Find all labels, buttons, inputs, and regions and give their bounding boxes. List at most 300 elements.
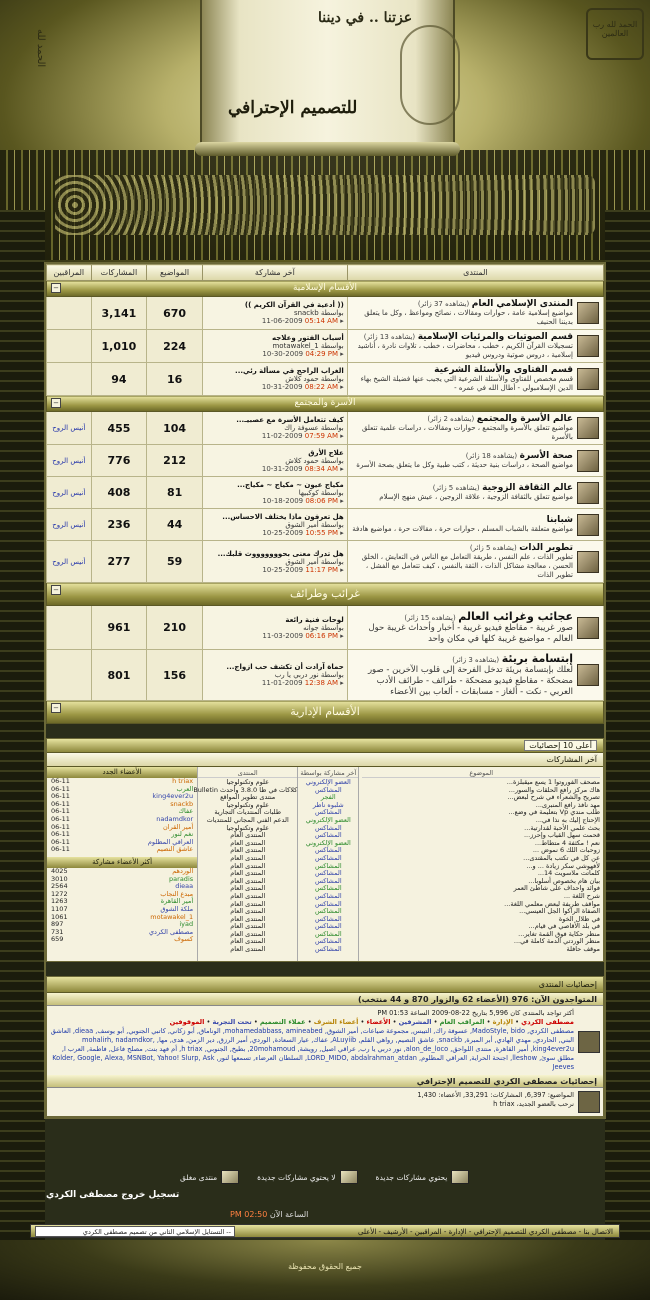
forum-posts-count: 236 <box>91 509 147 541</box>
last-post-cell <box>202 412 347 445</box>
member-name[interactable]: ملكة الشوق <box>160 904 194 913</box>
forum-posts-count: 3,141 <box>91 297 147 330</box>
go-to-post-icon[interactable]: ▸ <box>340 350 344 358</box>
forum-threads-count: 81 <box>147 477 203 509</box>
last-post-date <box>206 317 344 325</box>
latest-topic-link[interactable]: بحث علمي الأحبة لقدارتية... <box>524 823 600 832</box>
latest-topic-link[interactable]: منظر الوردتي الدمة كاملة في... <box>513 937 600 946</box>
forum-threads-count: 210 <box>147 606 203 650</box>
last-post-time: 12:38 AM <box>304 679 339 687</box>
latest-poster-link[interactable]: المشاكس <box>314 861 342 870</box>
forum-status-icon <box>577 450 599 472</box>
member-name[interactable]: كسوف <box>174 935 194 944</box>
last-post-date <box>206 529 344 537</box>
forum-name-link[interactable]: عجائب وغرائب العالم <box>458 610 573 623</box>
go-to-post-icon[interactable]: ▸ <box>340 679 344 687</box>
latest-topic-link[interactable]: زوحبات اللك 6 نموض ... <box>532 846 600 855</box>
latest-forum-link[interactable]: المنتدى العام <box>230 876 266 885</box>
usergroup-item: مصطفى الكردي <box>521 1018 574 1026</box>
last-post-day: 10-31-2009 <box>261 464 303 473</box>
forum-description: تطوير الذات ، علم النفس ، طريقة التعامل مع الناس في التعايش ، الخلق الحسن ، معالجة مشاكل الذات ، الثقة بالنفس ، كيف تتعامل مع الفشل ، تطوير الذات <box>361 553 573 579</box>
member-name[interactable]: نغم لنور <box>171 830 194 839</box>
member-name[interactable]: مبدع النجاب <box>160 889 194 898</box>
last-post-title-link[interactable]: الغراب الراحج في مسألة رئي... <box>235 367 344 375</box>
member-value: 659 <box>51 935 64 944</box>
new-member-row[interactable] <box>47 846 197 854</box>
col-header-posts: المشاركات <box>91 265 147 281</box>
latest-topic-link[interactable]: شرح اللغة ... <box>563 891 600 900</box>
latest-forum-column <box>193 767 298 961</box>
member-name[interactable]: عاشق النصيم <box>156 845 194 854</box>
forum-name-link[interactable]: المنتدى الإسلامي العام <box>471 299 573 309</box>
category-title[interactable]: الأقسام الإدارية <box>290 705 360 718</box>
forum-moderators[interactable]: أنيس الروح <box>47 477 92 509</box>
latest-forum-link[interactable]: علوم وتكنولوجيا <box>226 778 269 786</box>
last-post-title-link[interactable]: مكياج عيون ~ مكياج ~ مكياج... <box>237 480 344 489</box>
last-post-day: 11-02-2009 <box>261 432 303 440</box>
top-stats-dropdown[interactable]: أعلى 10 إحصائيات <box>524 740 597 751</box>
member-value: 4025 <box>51 866 68 875</box>
forum-moderators[interactable] <box>47 363 92 396</box>
spacer <box>46 724 604 738</box>
collapse-icon[interactable]: − <box>51 585 61 595</box>
legend-closed <box>180 1170 239 1184</box>
forum-description: قسم مخصص للفتاوى والأسئلة الشرعية التي يجيب عنها فضيلة الشيخ بهاء الدين الإسلامبولي - أطال الله في عمره - <box>360 375 573 392</box>
latest-topic-link[interactable]: في ظلال الخوة <box>558 914 600 923</box>
forum-container <box>44 262 606 1119</box>
latest-topic-link[interactable]: فوائد واحداف على شاطئ العمر <box>513 884 600 893</box>
forum-name-link[interactable]: عالم الأسرة والمجتمع <box>476 414 573 424</box>
latest-poster-link[interactable]: المشاكس <box>314 899 342 908</box>
latest-poster-link[interactable]: المشاكس <box>314 922 342 931</box>
forum-info <box>347 541 603 583</box>
latest-poster-link[interactable]: المشاكس <box>314 937 342 946</box>
forum-moderators[interactable]: أنيس الروح <box>47 445 92 477</box>
latest-poster-link[interactable]: المشاكس <box>314 869 342 878</box>
latest-topic-link[interactable]: هاك مركز رافع الحلقات والسور... <box>508 785 600 794</box>
latest-posts-grid <box>47 767 603 961</box>
forum-viewing-count: (يشاهده 5 زائر) <box>432 484 480 492</box>
member-value: 3010 <box>51 874 68 883</box>
forum-name-link[interactable]: قسم الفتاوى والأسئلة الشرعية <box>434 365 573 375</box>
latest-forum-link[interactable]: المنتدى العام <box>230 853 266 862</box>
forum-status-icon <box>577 482 599 504</box>
last-post-title-link[interactable]: أسباب الفتور وعلاجه <box>272 334 344 342</box>
forum-row <box>47 477 604 509</box>
latest-forum-link[interactable]: علوم وتكنولوجيا <box>226 800 269 809</box>
members-stats-bar: إحصائيات مصطفى الكردي للتصميم الإحترافي <box>47 1075 603 1088</box>
member-value: 06-11 <box>51 784 70 793</box>
category-title[interactable]: الأسرة والمجتمع <box>294 398 356 408</box>
latest-forum-link[interactable]: الدعم الفني المجاني للمنتديات <box>206 815 289 824</box>
last-post-time: 08:22 AM <box>304 383 339 391</box>
latest-poster-link[interactable]: المشاكس <box>314 914 342 923</box>
latest-forum-link[interactable]: المنتدى العام <box>230 937 266 946</box>
logout-link[interactable]: تسجيل خروج مصطفى الكردي <box>46 1190 180 1200</box>
style-chooser-select[interactable]: -- التستايل الإسلامي الثاني من تصميم مصطفى الكردي <box>35 1226 235 1237</box>
member-value: 1263 <box>51 897 68 906</box>
latest-topic-link[interactable]: لأفهوشي سكر زيادة ... و... <box>526 861 600 870</box>
footer-links[interactable]: الاتصال بنا - مصطفى الكردي للتصميم الإحترافي - الإدارة - المراقبين - الأرشيف - الأعلى <box>358 1228 613 1236</box>
member-name[interactable]: العراقي المظلوم <box>147 837 194 846</box>
last-post-cell <box>202 477 347 509</box>
latest-topic-link[interactable]: عن كل في تكتب بالمقتدى... <box>523 853 600 862</box>
last-post-author[interactable]: بواسطة أمير الشوق <box>285 520 344 529</box>
forum-description: مواضيع تتعلق بالثقافة الزوجية ، علاقة الزوجين ، عيش منهج الإسلام <box>379 493 573 501</box>
latest-topic-link[interactable]: في بلد الأقاصي في قيام... <box>528 922 600 931</box>
latest-topic-link[interactable]: كلماتت ملاسويت 14... <box>537 869 600 878</box>
legend-new-posts-label: يحتوي مشاركات جديدة <box>375 1172 448 1182</box>
member-value: 1107 <box>51 904 68 913</box>
member-value: 2564 <box>51 882 68 891</box>
member-name[interactable]: snackb <box>170 799 194 808</box>
latest-poster-link[interactable]: المشاكس <box>314 884 342 893</box>
latest-topics-column <box>358 767 603 961</box>
member-name[interactable]: nadamdkor <box>156 814 194 823</box>
usergroup-item: الأعضاء <box>366 1018 391 1026</box>
new-posts-icon <box>451 1170 469 1184</box>
forum-name-link[interactable]: إبتسامة بريئة <box>501 652 573 665</box>
forum-row <box>47 606 604 650</box>
forum-description: مواضيع إسلامية عامة ، حوارات ومقالات ، نصائح ومواعظ ، وكل ما يتعلق بديننا الحنيف <box>364 309 573 326</box>
last-post-author[interactable]: بواسطة جوانه <box>303 623 344 632</box>
calligraphy-left: الحمد لله <box>35 28 46 67</box>
latest-topic-link[interactable]: الإحتاج إليك به نذا في... <box>535 815 600 824</box>
footer-links-bar <box>30 1224 620 1238</box>
category-title[interactable]: غرائب وطرائف <box>290 587 360 600</box>
forum-info <box>347 477 603 509</box>
latest-forum-link[interactable]: المنتدى العام <box>230 929 266 938</box>
forum-posts-count: 776 <box>91 445 147 477</box>
forum-name-link[interactable]: صحة الأسرة <box>519 451 573 461</box>
latest-poster-link[interactable]: المشاكس <box>314 823 342 832</box>
forum-threads-count: 156 <box>147 650 203 701</box>
collapse-icon[interactable]: − <box>51 398 61 408</box>
latest-forum-link[interactable]: المنتدى العام <box>230 922 266 931</box>
latest-poster-link[interactable]: شلبوه ناطر <box>312 800 344 809</box>
latest-poster-link[interactable]: العضو الإلكتروني <box>305 838 351 847</box>
last-post-title-link[interactable]: علاج الأرق <box>308 448 344 457</box>
last-post-day: 10-18-2009 <box>262 496 304 505</box>
last-post-day: 11-06-2009 <box>261 317 303 325</box>
col-header-forum: المنتدى <box>347 265 603 281</box>
latest-forum-link[interactable]: المنتدى العام <box>230 861 266 870</box>
forum-status-icon <box>577 617 599 639</box>
top-posters-title: أكثر الأعضاء مشاركة <box>47 857 197 868</box>
latest-topic-link[interactable]: تصريح والشعراء في شرح لبعض... <box>507 793 600 802</box>
forum-posts-count: 408 <box>91 477 147 509</box>
member-value: 06-11 <box>51 822 70 831</box>
go-to-post-icon[interactable]: ▸ <box>340 432 344 440</box>
last-post-day: 10-25-2009 <box>262 528 304 537</box>
last-post-title-link[interactable]: هل تدرك معنى بحوووووووث قلبك... <box>217 549 344 558</box>
forum-threads-count: 59 <box>147 541 203 583</box>
last-post-author[interactable]: بواسطة أمير الشوق <box>285 557 344 566</box>
forum-name-link[interactable]: قسم الصوتيات والمرئيات الإسلامية <box>417 332 573 342</box>
header-slogan: عزتنا .. في ديننا <box>318 10 413 26</box>
forum-threads-count: 224 <box>147 330 203 363</box>
forum-threads-count: 44 <box>147 509 203 541</box>
stats-icon <box>578 1091 600 1113</box>
latest-poster-link[interactable]: المشاكس <box>314 785 342 794</box>
last-post-author[interactable]: بواسطة snackb <box>293 309 344 317</box>
forum-status-icon <box>577 302 599 324</box>
forum-info <box>347 330 603 363</box>
category-header[interactable] <box>47 701 604 724</box>
members-stats-body <box>47 1088 603 1116</box>
last-post-date <box>206 566 344 574</box>
latest-topic-link[interactable]: الصفاة الراكوا الجل العيسي... <box>519 907 600 916</box>
forum-moderators[interactable]: أنيس الروح <box>47 509 92 541</box>
latest-topic-header: الموضوع <box>362 769 600 778</box>
last-post-author[interactable]: بواسطة motawakel_1 <box>272 342 344 350</box>
forum-viewing-count: (يشاهده 2 زائر) <box>427 415 475 423</box>
latest-poster-link[interactable]: المشاكس <box>314 846 342 855</box>
forum-threads-count: 212 <box>147 445 203 477</box>
latest-poster-link[interactable]: المشاكس <box>314 808 342 817</box>
usergroup-item: أعضاء الشرف <box>313 1018 359 1026</box>
usergroup-item: عملاء التصميم <box>259 1018 306 1026</box>
forum-description: صور غريبة - مقاطع فيديو غريبة - أخبار وأحداث غريبة حول العالم - مواضيع غريبة كلها في مكان واحد <box>368 623 573 644</box>
forum-status-icon <box>577 551 599 573</box>
go-to-post-icon[interactable]: ▸ <box>340 565 344 574</box>
forum-description: مواضيع تتعلق بالأسرة والمجتمع ، حوارات ومقالات ، دراسات علمية تتعلق بالأسرة <box>361 424 573 441</box>
site-logo[interactable] <box>400 25 460 125</box>
last-post-cell <box>202 606 347 650</box>
latest-topic-link[interactable]: مصحف الفوروتوا 1 يسع ميقبلزة... <box>506 778 600 786</box>
forum-posts-count: 1,010 <box>91 330 147 363</box>
category-header[interactable] <box>47 281 604 297</box>
latest-forum-link[interactable]: المنتدى العام <box>230 914 266 923</box>
member-name[interactable]: iyad <box>179 920 194 929</box>
top-poster-row[interactable] <box>47 914 197 922</box>
category-title[interactable]: الأقسام الإسلامية <box>292 283 358 293</box>
category-header[interactable] <box>47 396 604 412</box>
go-to-post-icon[interactable]: ▸ <box>340 464 344 473</box>
go-to-post-icon[interactable]: ▸ <box>340 528 344 537</box>
last-post-author[interactable]: بواسطة عسوفة راك <box>284 424 344 432</box>
last-post-author[interactable]: بواسطة حمود كلاش <box>285 375 344 383</box>
forum-viewing-count: (يشاهده 3 زائر) <box>452 656 500 664</box>
last-post-time: 06:16 PM <box>305 631 339 640</box>
last-post-title-link[interactable]: لوحات فنية رائعة <box>285 615 344 624</box>
forum-info <box>347 509 603 541</box>
forum-list-table <box>46 264 604 724</box>
member-value: 1272 <box>51 889 68 898</box>
last-post-date <box>206 497 344 505</box>
member-name[interactable]: h triax <box>172 777 194 785</box>
latest-topic-link[interactable]: مواقف طريفة لبعض معلمي اللغة... <box>504 899 600 908</box>
last-post-author[interactable]: بواسطة نور دربي يا رب <box>274 671 344 679</box>
last-post-title-link[interactable]: (( أدعية في القرآن الكريم )) <box>244 301 344 309</box>
forum-row <box>47 509 604 541</box>
online-names-list[interactable]: مصطفى الكردي, MadoStyle, bido, عسوفة راك, التيبس, مجموعة صياعات, أمير الشوق, mohamedabbass, amineabed, الوناماق, أبو زكاني, كاتبي الجنوبي, أبو يوسف, dieaa, العاشق البني, الحاردي, مهدي الهادي, أبر المبرة, snackb, عاشق النصيم, رواهي القلم, ALuyiib, عفاك, عيار السعادة, الوردي, أمير الرزق, دير الزمن, هدى, مها, mohalirh, nadamdkor, king4ever2u, أمير القاهرة, منتدى اللواحق, alon_de_loco, نور دربي يا رب, عراقي اصيل, رويشة, 20mohamoud, بطيخ, الجنوبي, h triax, أم فهد بنت, مصلح فاعل, فاطمة, العرب ا, مطلق سوئ, lleshow, اجنحة الحراية, العراقي المظلوم, LORD_MIDO, abdalrahman_atdan, السلطان العرضاء, تسمعها لنور, Kolder, Google, Alexa, MSNBot, Yahoo! Slurp, Ask Jeeves <box>50 1027 574 1071</box>
last-post-time: 07:59 AM <box>304 432 339 440</box>
spacer <box>46 962 604 976</box>
forum-moderators[interactable] <box>47 650 92 701</box>
latest-posts-box <box>46 738 604 962</box>
forum-viewing-count: (يشاهده 5 زائر) <box>469 544 517 552</box>
forum-description: مواضيع متعلقة بالشباب المسلم ، حوارات حرة ، مقالات حرة ، مواضيع هادفة <box>352 525 573 533</box>
forum-moderators[interactable] <box>47 330 92 363</box>
go-to-post-icon[interactable]: ▸ <box>340 317 344 325</box>
member-name[interactable]: عفاك <box>178 807 194 816</box>
usergroup-item: تحت التجربة <box>212 1018 252 1026</box>
welcome-new-member[interactable]: نرحب بالعضو الجديد، h triax <box>493 1100 574 1108</box>
latest-topic-link[interactable]: طلب مندي Vp بتعليمة في وضع... <box>508 808 600 817</box>
latest-topic-link[interactable]: موقف حافلة <box>566 945 600 954</box>
latest-forum-link[interactable]: المنتدى العام <box>230 891 266 900</box>
last-post-date <box>206 432 344 440</box>
last-post-title-link[interactable]: حماة آرادت أن تكشف حب ازواج... <box>226 663 344 671</box>
latest-forum-link[interactable]: منتدى تطوير المواقع <box>220 793 276 802</box>
forum-info <box>347 412 603 445</box>
member-value: 06-11 <box>51 837 70 846</box>
member-name[interactable]: الوردهم <box>172 866 194 875</box>
latest-forum-link[interactable]: كلاكات في ظا 3.8.0 وأحدث Bulletin <box>193 785 298 794</box>
latest-topic-link[interactable]: منظر حكاية فوق القمة تغاير... <box>518 929 600 938</box>
legend-no-new-posts-label: لا يحتوي مشاركات جديدة <box>257 1172 336 1182</box>
forum-name-link[interactable]: شبابنا <box>546 515 573 525</box>
forum-row <box>47 650 604 701</box>
latest-poster-link[interactable]: العضو الإلكتروني <box>305 778 351 786</box>
forum-description: لعلك بإبتسامة بريئة تدخل الفرحة إلى قلوب الآخرين - صور مضحكة - مقاطع فيديو مضحكة - طرائف - طرائف الأدب العربي - نكت - ألغاز - مسابقات - ألعاب بين الأعضاء <box>367 665 573 697</box>
current-time <box>230 1210 308 1219</box>
go-to-post-icon[interactable]: ▸ <box>340 496 344 505</box>
closed-forum-icon <box>221 1170 239 1184</box>
usergroup-item: المشرفين <box>398 1018 432 1026</box>
col-header-mods: المراقبين <box>47 265 92 281</box>
forum-status-icon <box>577 335 599 357</box>
member-value: 06-11 <box>51 777 70 785</box>
latest-poster-link[interactable]: العضو الإلكتروني <box>305 815 351 824</box>
header-ornament <box>55 175 595 235</box>
member-name[interactable]: motawakel_1 <box>150 912 194 921</box>
latest-forum-link[interactable]: المنتدى العام <box>230 899 266 908</box>
legend-no-new-posts <box>257 1170 357 1184</box>
forum-moderators[interactable] <box>47 606 92 650</box>
member-name[interactable]: paradis <box>169 874 194 883</box>
left-ornament-column <box>0 210 45 1240</box>
latest-poster-link[interactable]: المشاكس <box>314 907 342 916</box>
online-users-bar[interactable]: المتواجدون الآن: 976 (الأعضاء 62 والزوار 870 و 44 منتخب) <box>47 993 603 1006</box>
last-post-time: 05:14 AM <box>304 317 339 325</box>
member-name[interactable]: أمير القاهرة <box>160 897 194 906</box>
forum-status-icon <box>577 368 599 390</box>
member-name[interactable]: مصطفى الكردي <box>148 927 194 936</box>
latest-forum-link[interactable]: المنتدى العام <box>230 907 266 916</box>
category-header[interactable] <box>47 583 604 606</box>
member-value: 06-11 <box>51 830 70 839</box>
last-post-author[interactable]: بواسطة حمود كلاش <box>285 456 344 465</box>
latest-topic-link[interactable]: قحمت سهل القياب وإحرز... <box>523 831 600 840</box>
go-to-post-icon[interactable]: ▸ <box>340 383 344 391</box>
last-post-time: 04:29 PM <box>305 350 339 358</box>
legend-new-posts <box>376 1170 470 1184</box>
latest-topic-link[interactable]: بيان هام بخصوص أسلوبا... <box>528 876 600 885</box>
forum-name-link[interactable]: عالم الثقافة الزوجية <box>482 483 573 493</box>
forum-info <box>347 297 603 330</box>
latest-poster-link[interactable]: المشاكس <box>314 831 342 840</box>
member-name[interactable]: dieaa <box>175 882 194 891</box>
forum-row <box>47 363 604 396</box>
latest-forum-link[interactable]: المنتدى العام <box>230 884 266 893</box>
recent-posts-bar <box>47 753 603 767</box>
latest-poster-link[interactable]: الفجر <box>320 793 336 802</box>
latest-topic-link[interactable]: نعم ! مكثفة 4 متطاط... <box>534 838 600 847</box>
latest-poster-link[interactable]: المشاكس <box>314 929 342 938</box>
forum-posts-count: 455 <box>91 412 147 445</box>
member-name[interactable]: king4ever2u <box>152 792 194 801</box>
member-name[interactable]: أمير القران <box>162 822 194 831</box>
forum-row <box>47 445 604 477</box>
member-value: 1061 <box>51 912 68 921</box>
right-ornament-column <box>605 210 650 1240</box>
header-scroll-roll <box>195 142 460 156</box>
forum-threads-count: 16 <box>147 363 203 396</box>
online-users-body <box>47 1006 603 1075</box>
no-new-posts-icon <box>340 1170 358 1184</box>
forum-moderators[interactable]: أنيس الروح <box>47 541 92 583</box>
member-value: 06-11 <box>51 814 70 823</box>
member-value: 06-11 <box>51 792 70 801</box>
forum-threads-count: 104 <box>147 412 203 445</box>
last-post-title-link[interactable]: هل تعرفون ماذا يختلف الاحساس... <box>222 512 344 521</box>
go-to-post-icon[interactable]: ▸ <box>340 631 344 640</box>
last-post-day: 10-30-2009 <box>262 350 304 358</box>
forum-posts-count: 961 <box>91 606 147 650</box>
forum-moderators[interactable] <box>47 297 92 330</box>
latest-forum-link[interactable]: المنتدى العام <box>230 831 266 840</box>
site-footer <box>0 1240 650 1300</box>
last-post-cell <box>202 330 347 363</box>
member-value: 06-11 <box>51 807 70 816</box>
site-title: للتصميم الإحترافي <box>228 98 358 118</box>
member-name[interactable]: العرب <box>176 784 194 793</box>
forum-viewing-count: (يشاهده 18 زائر) <box>465 452 518 460</box>
latest-forum-link[interactable]: علوم وتكنولوجيا <box>226 823 269 832</box>
last-post-cell <box>202 445 347 477</box>
last-post-day: 10-31-2009 <box>261 383 303 391</box>
latest-poster-link[interactable]: المشاكس <box>314 853 342 862</box>
online-users-icon <box>578 1031 600 1053</box>
latest-forum-link[interactable]: المنتدى العام <box>230 838 266 847</box>
collapse-icon[interactable]: − <box>51 283 61 293</box>
last-post-cell <box>202 363 347 396</box>
calligraphy-right: الحمد لله رب العالمين <box>586 8 644 60</box>
forum-name-link[interactable]: تطوير الذات <box>519 543 573 553</box>
latest-by-header: آخر مشاركة بواسطة <box>298 769 358 778</box>
latest-poster-link[interactable]: المشاكس <box>314 945 342 954</box>
last-post-author[interactable]: بواسطة كوكبيها <box>298 488 344 497</box>
last-post-time: 08:06 PM <box>305 496 339 505</box>
latest-topic-link[interactable]: مهد نافذ رافع المنبرى... <box>535 800 600 809</box>
last-post-day: 10-25-2009 <box>262 565 304 574</box>
latest-forum-link[interactable]: المنتدى العام <box>230 846 266 855</box>
latest-forum-link[interactable]: المنتدى العام <box>230 869 266 878</box>
latest-forum-link[interactable]: المنتدى العام <box>230 945 266 954</box>
forum-moderators[interactable]: أنيس الروح <box>47 412 92 445</box>
latest-poster-link[interactable]: المشاكس <box>314 891 342 900</box>
latest-forum-link[interactable]: طلبات المنتديات التجارية <box>214 808 282 817</box>
last-post-title-link[interactable]: كيف تتعامل الأسرة مع عصبيـ... <box>236 416 344 424</box>
latest-poster-link[interactable]: المشاكس <box>314 876 342 885</box>
forum-row <box>47 541 604 583</box>
col-header-threads: المواضيع <box>147 265 203 281</box>
member-value: 06-11 <box>51 845 70 854</box>
top-poster-row[interactable] <box>47 936 197 944</box>
collapse-icon[interactable]: − <box>51 703 61 713</box>
